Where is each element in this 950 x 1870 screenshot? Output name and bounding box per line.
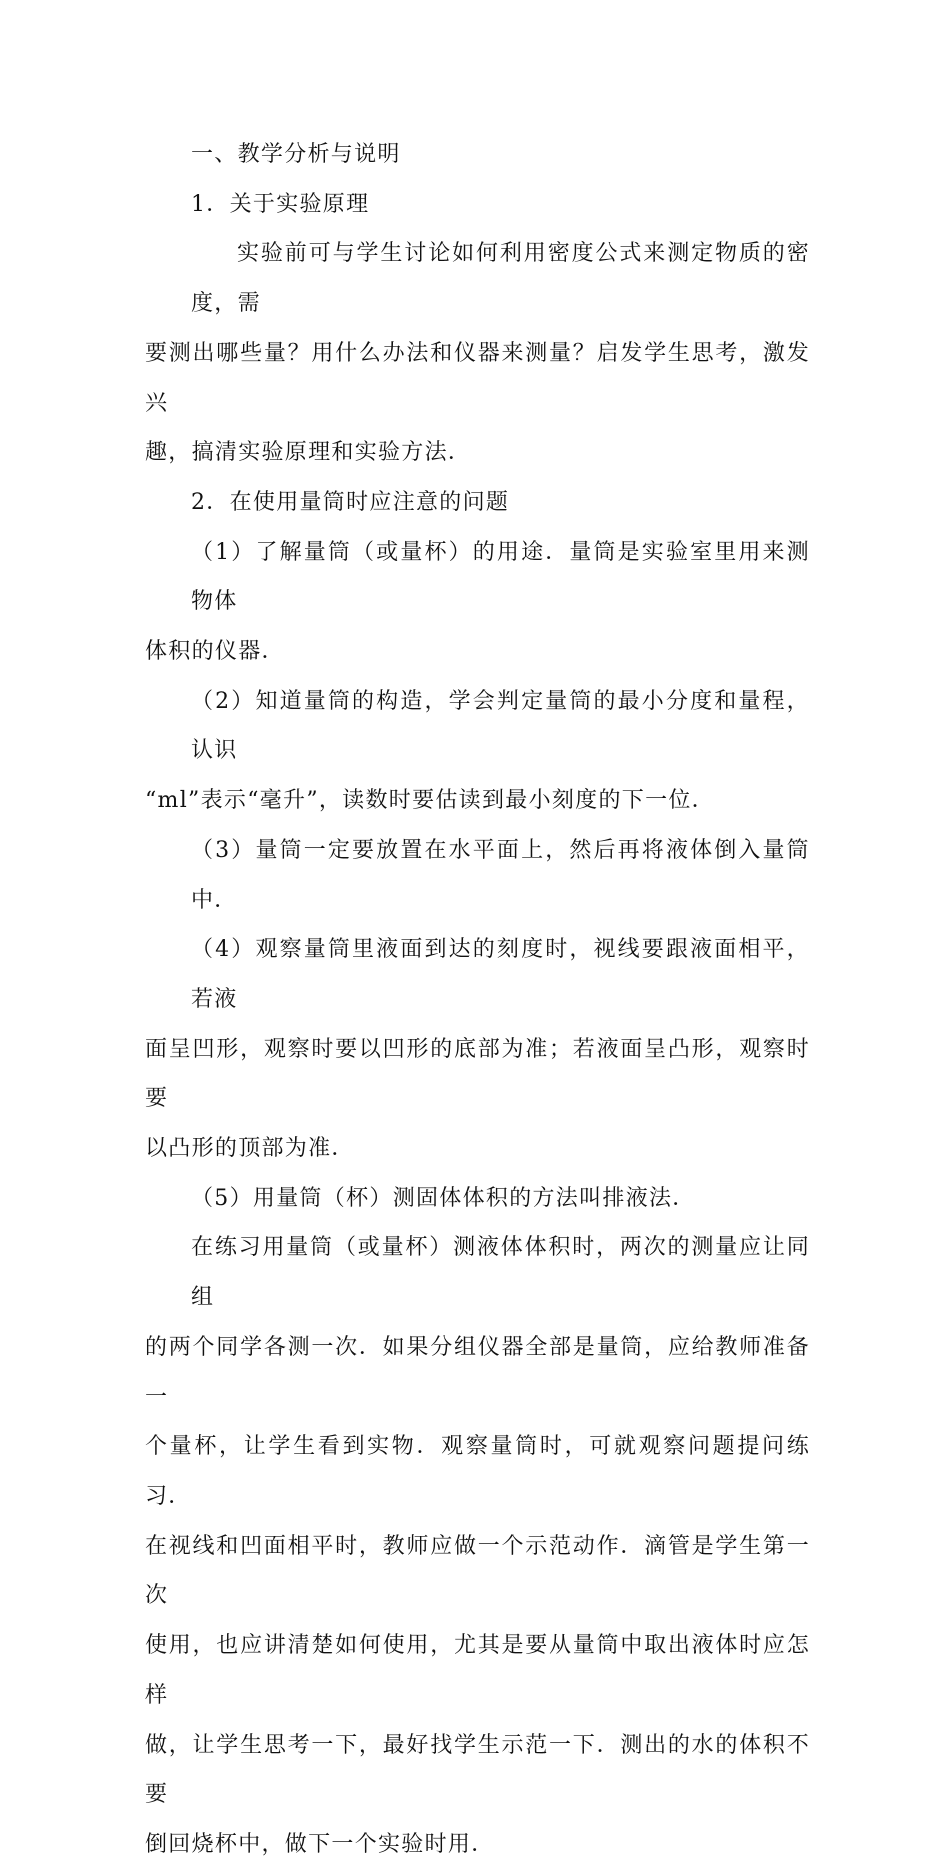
text-line: 做，让学生思考一下，最好找学生示范一下．测出的水的体积不要 — [145, 1732, 810, 1808]
text-line: （4）观察量筒里液面到达的刻度时，视线要跟液面相平，若液 — [191, 937, 810, 1012]
subsection-title-2: 2．在使用量筒时应注意的问题 — [191, 489, 510, 515]
list-item-3 — [145, 826, 810, 925]
paragraph-experiment-principle — [145, 229, 810, 478]
text-line: （5）用量筒（杯）测固体体积的方法叫排液法． — [191, 1185, 696, 1211]
text-line: 的两个同学各测一次．如果分组仪器全部是量筒，应给教师准备一 — [145, 1334, 810, 1410]
text-line: 在练习用量筒（或量杯）测液体体积时，两次的测量应让同组 — [191, 1235, 810, 1311]
text-line: “ml”表示“毫升”，读数时要估读到最小刻度的下一位． — [145, 788, 715, 814]
text-line: 在视线和凹面相平时，教师应做一个示范动作．滴管是学生第一次 — [145, 1533, 810, 1609]
text-line: 面呈凹形，观察时要以凹形的底部为准；若液面呈凸形，观察时要 — [145, 1036, 810, 1112]
text-line: 个量杯，让学生看到实物．观察量筒时，可就观察问题提问练习． — [145, 1434, 810, 1509]
text-line: 趣，搞清实验原理和实验方法． — [145, 440, 472, 466]
text-line: 体积的仪器． — [145, 639, 285, 665]
list-item-5 — [145, 1174, 810, 1224]
text-line: 倒回烧杯中，做下一个实验时用． — [145, 1831, 495, 1857]
text-line: （2）知道量筒的构造，学会判定量筒的最小分度和量程，认识 — [191, 688, 810, 764]
text-line: 要测出哪些量？用什么办法和仪器来测量？启发学生思考，激发兴 — [145, 340, 810, 416]
list-item-1 — [145, 528, 810, 677]
text-line: （3）量筒一定要放置在水平面上，然后再将液体倒入量筒中． — [191, 837, 810, 913]
paragraph-practice-notes — [145, 1223, 810, 1869]
list-item-4 — [145, 925, 810, 1174]
document-body — [145, 130, 810, 1870]
text-line: 以凸形的顶部为准． — [145, 1136, 355, 1162]
text-line: 使用，也应讲清楚如何使用，尤其是要从量筒中取出液体时应怎样 — [145, 1633, 810, 1708]
text-line: （1）了解量筒（或量杯）的用途．量筒是实验室里用来测物体 — [191, 539, 810, 615]
list-item-2 — [145, 677, 810, 826]
text-line: 实验前可与学生讨论如何利用密度公式来测定物质的密度，需 — [191, 241, 810, 317]
section-title: 一、教学分析与说明 — [191, 142, 401, 167]
subsection-title-1: 1．关于实验原理 — [191, 191, 370, 217]
